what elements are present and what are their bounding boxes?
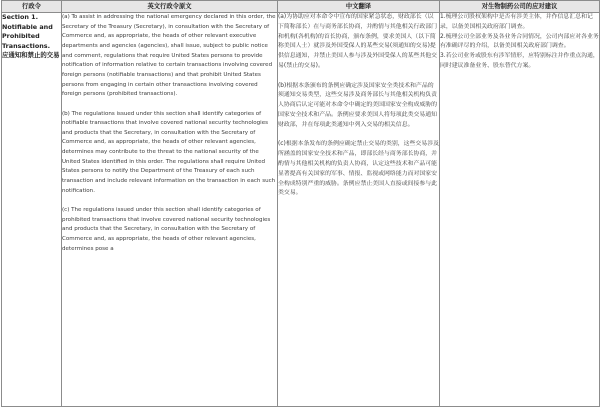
header-row xyxy=(2,1,600,13)
chinese-text-cell xyxy=(278,13,440,407)
chinese-paragraph-b: (b)根据本条颁布的条例应确定涉及国家安全类技术和产品的须通知交易类型，这些交易涉及商务部长与其他相关机构负责人协商后认定可能对本命令中确定的美国国家安全构成威胁的国家安全技术和产品。条例应要求美国人将每项此类交易通知财政部，并在每项此类通知中列入交易的相关信息。 xyxy=(278,82,438,128)
english-paragraph-a: (a) To assist in addressing the national emergency declared in this order, the Secretary of the Treasury (Secretary), in consultation with the Secretary of Commerce and, as appropriate, the heads of other relevant executive departments and agencies (agencies), shall issue, subject to public notice and comment, regulations that require United States persons to provide notification of information relative to certain transactions involving covered foreign persons (notifiable transactions) and that prohibit United States persons from engaging in certain other transactions involving covered foreign persons (prohibited transactions). xyxy=(62,14,276,98)
header-chinese-translation: 中文翻译 xyxy=(278,1,440,13)
advice-cell xyxy=(440,13,600,407)
english-text-cell xyxy=(62,13,278,407)
english-paragraph-c: (c) The regulations issued under this section shall identify categories of prohibited transactions that involve covered national security technologies and products that the Secretary, in consultation with the Secretary of Commerce and, as appropriate, the heads of other relevant agencies, determines pose a xyxy=(62,207,271,252)
section-cell xyxy=(2,13,62,407)
header-executive-order: 行政令 xyxy=(2,1,62,13)
header-response-advice: 对生物制药公司的应对建议 xyxy=(440,1,600,13)
table-row xyxy=(2,13,600,407)
executive-order-table xyxy=(1,0,600,407)
chinese-paragraph-c: (c)根据本条发布的条例应确定禁止交易的类别，这些交易涉及所涵盖的国家安全技术和产品，即部长经与商务部长协商，并酌情与其他相关机构的负责人协商，认定这些技术和产品可能显著提高有关国家的军事、情报、监视或网络能力而对国家安全构成特别严重的威胁。条例应禁止美国人直接或间接参与此类交易。 xyxy=(278,141,439,197)
section-title-cn: 应通知和禁止的交易 xyxy=(2,51,60,60)
chinese-paragraph-a: (a)为协助应对本命令中宣布的国家紧急状态，财政部长（以下简称部长）在与商务部长协商，并酌情与其他相关行政部门和机构(各机构)的首长协商，颁布条例，要求美国人（以下简称美国人士）就涉及外国受保人的某些交易(须通知的交易)提供信息通知，并禁止美国人参与涉及外国受保人的某些其他交易(禁止的交易)。 xyxy=(278,14,438,69)
header-english-original: 英文行政令原文 xyxy=(62,1,278,13)
english-paragraph-b: (b) The regulations issued under this section shall identify categories of notifiable transactions that involve covered national security technologies and products that the Secretary, in consultation with the Secretary of Commerce and, as appropriate, the heads of other relevant agencies, determines may contribute to the threat to the national security of the United States identified in this order. The regulations shall require United States persons to notify the Department of the Treasury of each such transaction and include relevant information on the transaction in each such notification. xyxy=(62,110,276,194)
section-title-en: Section 1. Notifiable and Prohibited Transactions. xyxy=(2,13,53,50)
advice-item-3: 3.若公司业务或股东有涉军情形，应特别标注并作重点沟通，同时建议准备业务、股东替代方案。 xyxy=(440,53,599,69)
advice-item-1: 1.梳理公司股权架构中是否有涉美主体，并作信息汇总和记录，以备美国相关政府部门调查。 xyxy=(440,14,593,30)
advice-item-2: 2.梳理公司全部业务及各业务合同情况，公司内部应对各业务有准确评尽的介绍，以备美国相关政府部门调查。 xyxy=(440,33,599,50)
